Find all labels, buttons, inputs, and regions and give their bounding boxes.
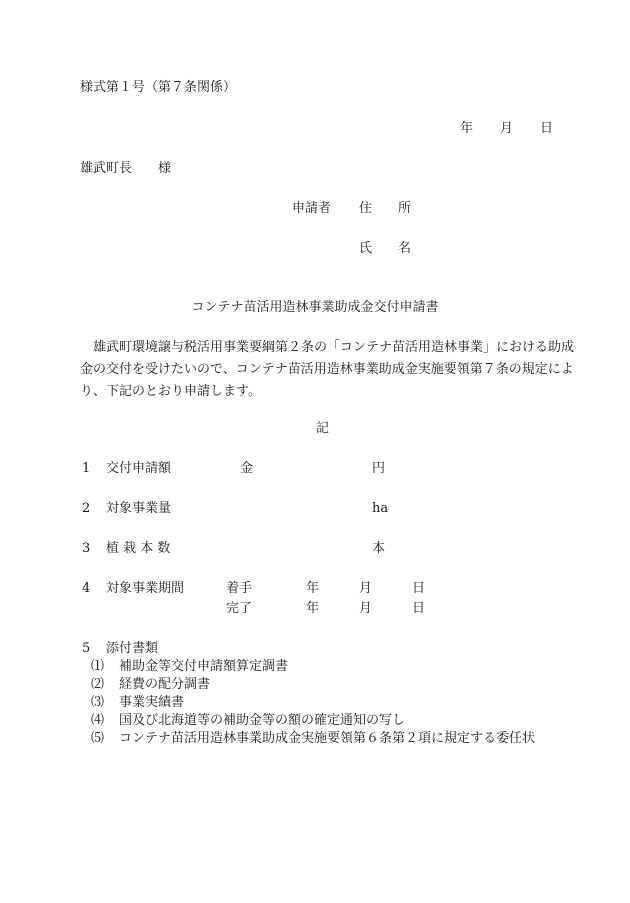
applicant-label: 申請者 (292, 201, 332, 216)
applicant-address-label: 住 所 (359, 201, 412, 216)
period-start-year: 年 (306, 581, 320, 596)
attachment-1-text: 補助金等交付申請額算定調書 (119, 659, 289, 674)
date-month: 月 (500, 121, 514, 136)
attachment-3-marker: ⑶ (91, 695, 105, 710)
item-1-prefix: 金 (240, 461, 254, 476)
period-end-year: 年 (306, 601, 320, 616)
form-label: 様式第１号（第７条関係） (80, 80, 237, 95)
item-5-number: 5 (82, 641, 91, 656)
period-end-month: 月 (359, 601, 373, 616)
addressee-name: 雄武町長 (80, 161, 133, 176)
period-start-day: 日 (412, 581, 426, 596)
addressee-honorific: 様 (158, 161, 172, 176)
item-2-label: 対象事業量 (106, 501, 172, 516)
ki-heading: 記 (316, 421, 330, 436)
item-1-unit: 円 (372, 461, 386, 476)
attachment-5-text: コンテナ苗活用造林事業助成金実施要領第６条第２項に規定する委任状 (119, 731, 536, 746)
document-title: コンテナ苗活用造林事業助成金交付申請書 (191, 300, 439, 315)
attachment-2-text: 経費の配分調書 (119, 677, 211, 692)
item-4-number: 4 (82, 581, 91, 596)
item-3-number: 3 (82, 541, 91, 556)
body-paragraph: 雄武町環境譲与税活用事業要綱第２条の「コンテナ苗活用造林事業」における助成金の交付を受けたいので、コンテナ苗活用造林事業助成金実施要領第７条の規定により、下記のとおり申請します。 (80, 340, 575, 399)
period-end-label: 完了 (226, 601, 253, 616)
item-2-number: 2 (82, 501, 91, 516)
attachment-2-marker: ⑵ (91, 677, 105, 692)
date-day: 日 (540, 121, 554, 136)
attachment-4-marker: ⑷ (91, 713, 105, 728)
period-start-label: 着手 (226, 581, 253, 596)
item-1-number: 1 (82, 461, 91, 476)
item-1-label: 交付申請額 (106, 461, 172, 476)
attachment-3-text: 事業実績書 (119, 695, 185, 710)
item-3-label: 植 栽 本 数 (106, 541, 171, 556)
attachment-1-marker: ⑴ (91, 659, 105, 674)
item-2-unit: ha (372, 501, 389, 516)
date-year: 年 (460, 121, 474, 136)
attachment-4-text: 国及び北海道等の補助金等の額の確定通知の写し (119, 713, 406, 728)
applicant-name-label: 氏 名 (359, 241, 412, 256)
item-4-label: 対象事業期間 (106, 581, 185, 596)
item-3-unit: 本 (372, 541, 386, 556)
period-end-day: 日 (412, 601, 426, 616)
attachment-5-marker: ⑸ (91, 731, 105, 746)
period-start-month: 月 (359, 581, 373, 596)
item-5-label: 添付書類 (106, 641, 159, 656)
